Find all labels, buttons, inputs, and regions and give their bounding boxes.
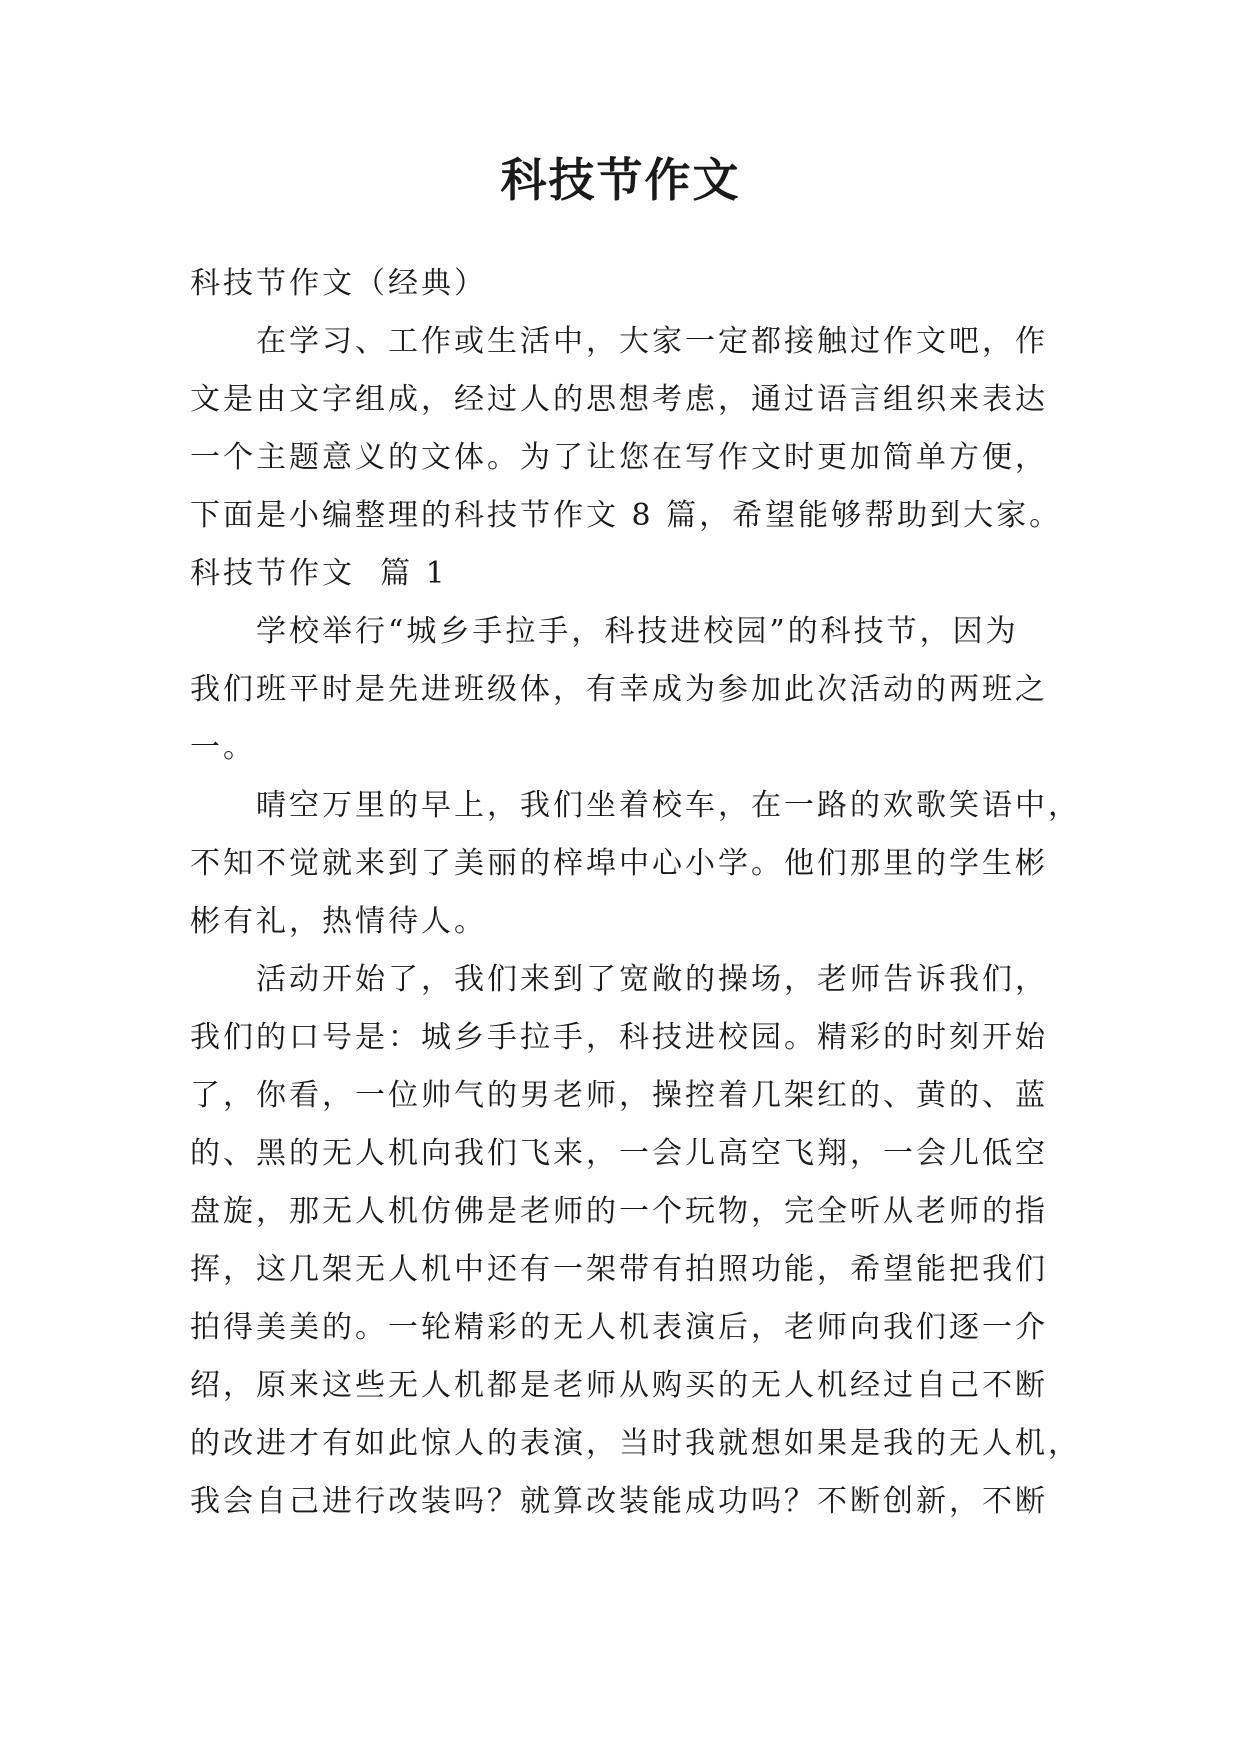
section-heading: 科技节作文 篇 1	[190, 556, 448, 591]
paragraph-line: 了，你看，一位帅气的男老师，操控着几架红的、黄的、蓝	[190, 1078, 1048, 1113]
paragraph-line: 不知不觉就来到了美丽的梓埠中心小学。他们那里的学生彬	[190, 846, 1048, 881]
document-title: 科技节作文	[500, 153, 741, 207]
paragraph-line: 盘旋，那无人机仿佛是老师的一个玩物，完全听从老师的指	[190, 1194, 1048, 1229]
paragraph-line: 学校举行“城乡手拉手，科技进校园”的科技节，因为	[190, 614, 1019, 649]
document-body	[190, 255, 1081, 1531]
paragraph-line: 挥，这几架无人机中还有一架带有拍照功能，希望能把我们	[190, 1252, 1048, 1287]
paragraph-line: 的、黑的无人机向我们飞来，一会儿高空飞翔，一会儿低空	[190, 1136, 1048, 1171]
paragraph-line: 下面是小编整理的科技节作文 8 篇，希望能够帮助到大家。	[190, 498, 1063, 533]
paragraph-line: 活动开始了，我们来到了宽敞的操场，老师告诉我们，	[190, 962, 1048, 997]
paragraph-line: 拍得美美的。一轮精彩的无人机表演后，老师向我们逐一介	[190, 1310, 1048, 1345]
paragraph-line: 一个主题意义的文体。为了让您在写作文时更加简单方便，	[190, 440, 1048, 475]
paragraph-line: 一。	[190, 730, 256, 765]
paragraph-line: 我们班平时是先进班级体，有幸成为参加此次活动的两班之	[190, 672, 1048, 707]
paragraph-line: 绍，原来这些无人机都是老师从购买的无人机经过自己不断	[190, 1368, 1048, 1403]
subtitle-line: 科技节作文（经典）	[190, 266, 487, 301]
paragraph-line: 彬有礼，热情待人。	[190, 904, 487, 939]
paragraph-line: 我会自己进行改装吗？就算改装能成功吗？不断创新，不断	[190, 1484, 1048, 1519]
paragraph-line: 的改进才有如此惊人的表演，当时我就想如果是我的无人机，	[190, 1426, 1081, 1461]
paragraph-line: 晴空万里的早上，我们坐着校车，在一路的欢歌笑语中，	[190, 788, 1081, 823]
paragraph-line: 我们的口号是：城乡手拉手，科技进校园。精彩的时刻开始	[190, 1020, 1048, 1055]
paragraph-line: 文是由文字组成，经过人的思想考虑，通过语言组织来表达	[190, 382, 1048, 417]
paragraph-line: 在学习、工作或生活中，大家一定都接触过作文吧，作	[190, 324, 1048, 359]
